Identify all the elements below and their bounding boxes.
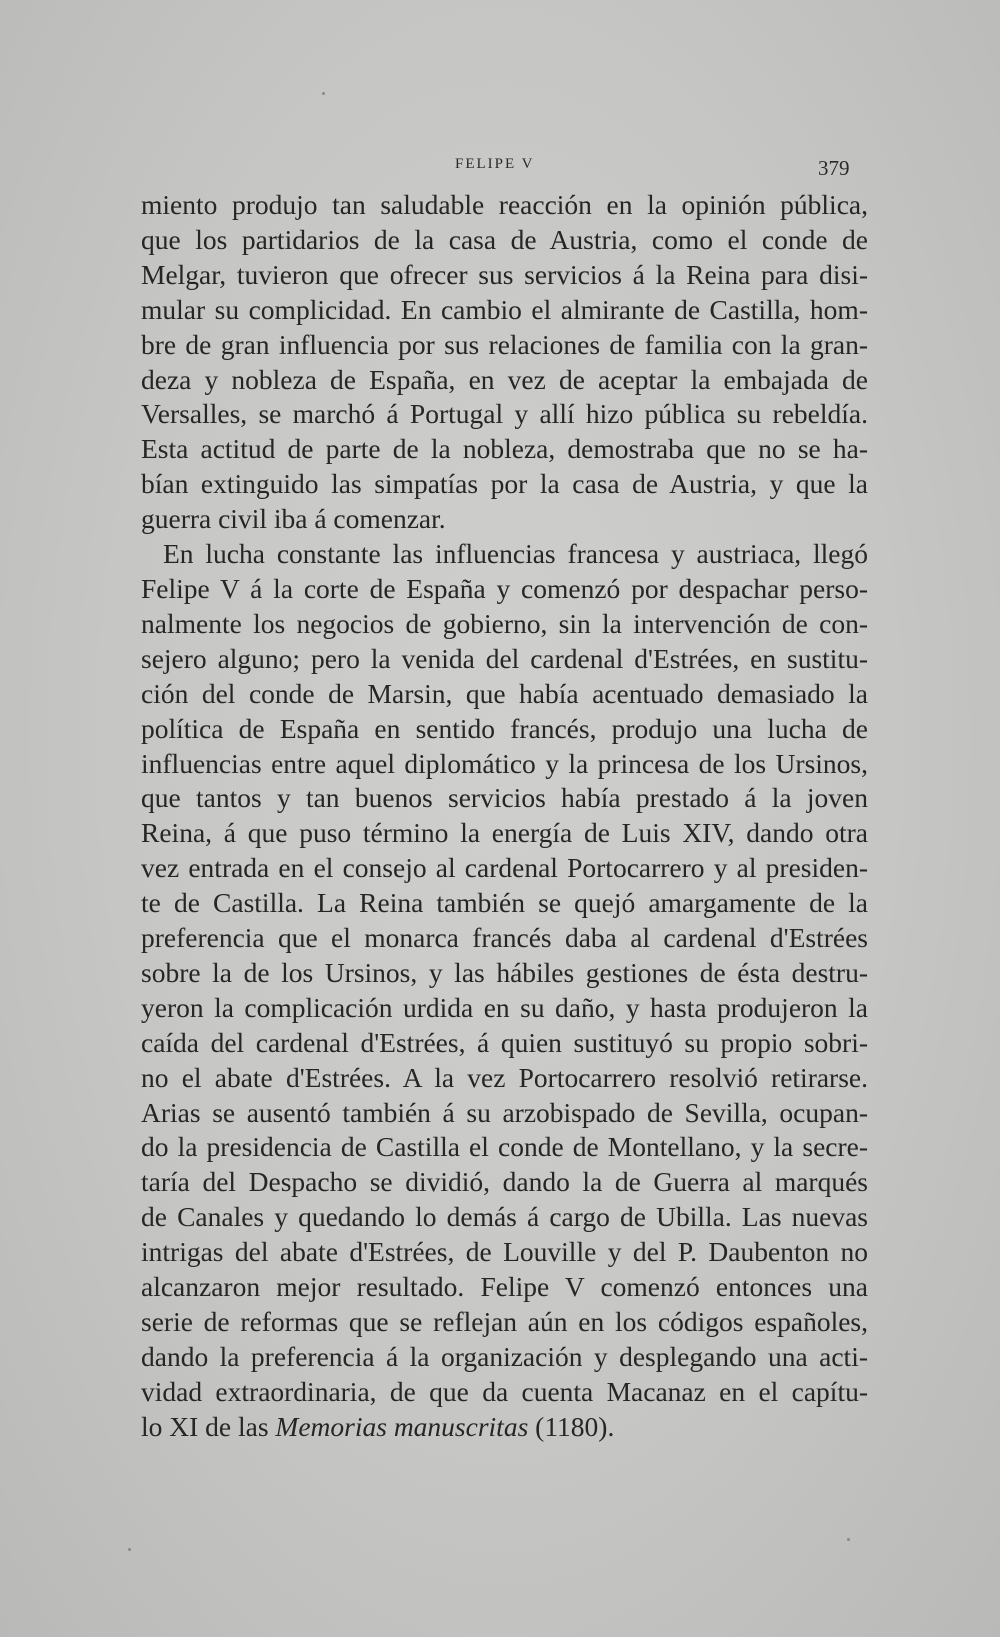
page-number: 379 [818,156,850,180]
paper-speck [322,92,325,95]
text-line: miento produjo tan saludable reacción en la opinión pública, [141,189,868,220]
text-line: vidad extraordinaria, de que da cuenta Macanaz en el capítu- [141,1375,868,1407]
memorias-citation: Memorias manuscritas [275,1410,529,1442]
final-line-prefix: lo XI de las [141,1410,276,1442]
text-line: nalmente los negocios de gobierno, sin la intervención de con- [141,607,868,639]
text-line: que tantos y tan buenos servicios había prestado á la joven [141,782,868,814]
paper-speck [847,1538,850,1541]
text-line: intrigas del abate d'Estrées, de Louville y del P. Daubenton no [141,1236,868,1268]
text-line: taría del Despacho se dividió, dando la de Guerra al marqués [141,1166,868,1198]
text-line: influencias entre aquel diplomático y la princesa de los Ursinos, [141,747,868,779]
paper-speck [128,1548,131,1551]
text-line: preferencia que el monarca francés daba al cardenal d'Estrées [141,922,868,954]
text-line: mular su complicidad. En cambio el almirante de Castilla, hom- [141,293,868,325]
body-text [141,188,868,1445]
text-line: deza y nobleza de España, en vez de aceptar la embajada de [141,363,868,395]
text-line: sobre la de los Ursinos, y las hábiles gestiones de ésta destru- [141,956,868,988]
running-head: FELIPE V [455,156,535,172]
text-line: Reina, á que puso término la energía de Luis XIV, dando otra [141,817,868,849]
text-line: serie de reformas que se reflejan aún en los códigos españoles, [141,1306,868,1337]
text-line: sejero alguno; pero la venida del cardenal d'Estrées, en sustitu- [141,642,868,674]
text-line: bían extinguido las simpatías por la casa de Austria, y que la [141,468,868,500]
final-line-suffix: (1180). [528,1410,615,1442]
text-line: que los partidarios de la casa de Austria, como el conde de [141,223,868,255]
text-line: te de Castilla. La Reina también se quejó amargamente de la [141,887,868,919]
text-line: Felipe V á la corte de España y comenzó por despachar perso- [141,572,868,604]
page-header [0,156,1000,186]
text-line: bre de gran influencia por sus relaciones de familia con la gran- [141,328,868,360]
text-line: Melgar, tuvieron que ofrecer sus servicios á la Reina para disi- [141,258,868,290]
text-line: política de España en sentido francés, produjo una lucha de [141,712,868,744]
text-line: de Canales y quedando lo demás á cargo de Ubilla. Las nuevas [141,1201,868,1233]
text-line: Versalles, se marchó á Portugal y allí hizo pública su rebeldía. [141,398,868,430]
final-line [141,1410,868,1445]
text-line: Arias se ausentó también á su arzobispado de Sevilla, ocupan- [141,1096,868,1128]
text-line: dando la preferencia á la organización y desplegando una acti- [141,1340,868,1372]
paragraph-start-line: En lucha constante las influencias francesa y austriaca, llegó [163,538,868,570]
paragraph-end-line: guerra civil iba á comenzar. [141,503,446,535]
text-line: no el abate d'Estrées. A la vez Portocarrero resolvió retirarse. [141,1061,868,1093]
text-line: caída del cardenal d'Estrées, á quien sustituyó su propio sobri- [141,1026,868,1058]
text-line: do la presidencia de Castilla el conde de Montellano, y la secre- [141,1131,868,1163]
text-line: Esta actitud de parte de la nobleza, demostraba que no se ha- [141,433,868,465]
text-line: vez entrada en el consejo al cardenal Portocarrero y al presiden- [141,852,868,884]
text-line: yeron la complicación urdida en su daño, y hasta produjeron la [141,991,868,1023]
text-line: ción del conde de Marsin, que había acentuado demasiado la [141,677,868,709]
text-line: alcanzaron mejor resultado. Felipe V comenzó entonces una [141,1271,868,1303]
